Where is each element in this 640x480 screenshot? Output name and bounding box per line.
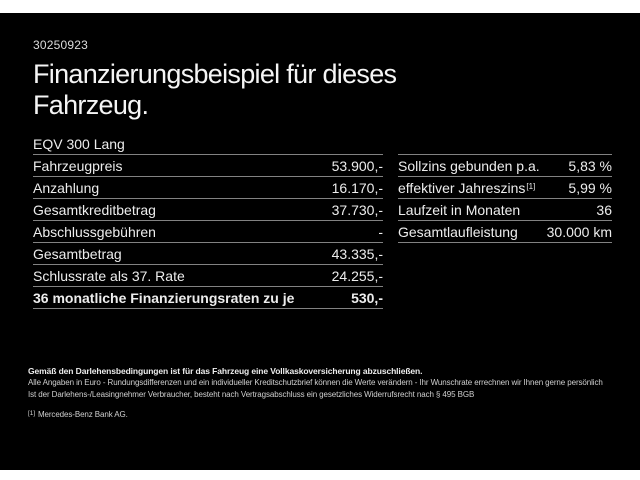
row-label: Anzahlung bbox=[33, 179, 100, 196]
vehicle-model: EQV 300 Lang bbox=[33, 136, 125, 152]
row-value: - bbox=[378, 223, 383, 240]
footnote-text: Mercedes-Benz Bank AG. bbox=[37, 410, 128, 419]
row-value: 43.335,- bbox=[331, 245, 383, 262]
row-label: 36 monatliche Finanzierungsraten zu je bbox=[33, 289, 295, 306]
table-row-abschlussgebuehren bbox=[33, 221, 383, 243]
row-label: Schlussrate als 37. Rate bbox=[33, 267, 185, 284]
table-row-laufzeit bbox=[398, 199, 612, 221]
row-label: Sollzins gebunden p.a. bbox=[398, 157, 540, 174]
page-title bbox=[33, 59, 396, 121]
row-value: 5,83 % bbox=[568, 157, 612, 174]
legal-line-euro: Alle Angaben in Euro - Rundungsdifferenzen und ein individueller Kreditschutzbrief können die Werte verändern - Ihr Wunschrate errechnen wir Ihnen gerne persönlich bbox=[28, 378, 603, 387]
page-title-line2: Fahrzeug. bbox=[33, 90, 149, 120]
row-label-text: effektiver Jahreszins bbox=[398, 179, 526, 196]
row-label: Fahrzeugpreis bbox=[33, 157, 123, 174]
bottom-margin-band bbox=[0, 470, 640, 480]
legal-line-insurance: Gemäß den Darlehensbedingungen ist für das Fahrzeug eine Vollkaskoversicherung abzuschließen. bbox=[28, 366, 423, 376]
row-value: 53.900,- bbox=[331, 157, 383, 174]
legal-line-withdrawal: Ist der Darlehens-/Leasingnehmer Verbraucher, besteht nach Vertragsabschluss ein gesetzliches Widerrufsrecht nach § 495 BGB bbox=[28, 390, 475, 399]
row-value: 24.255,- bbox=[331, 267, 383, 284]
top-margin-band bbox=[0, 0, 640, 13]
footnote-marker: [1] bbox=[28, 410, 35, 417]
table-row-gesamtlaufleistung bbox=[398, 221, 612, 243]
row-value: 5,99 % bbox=[568, 179, 612, 196]
table-row-fahrzeugpreis bbox=[33, 155, 383, 177]
row-label: Abschlussgebühren bbox=[33, 223, 156, 240]
footnote-reference: [1] bbox=[526, 181, 536, 191]
row-value: 30.000 km bbox=[546, 223, 612, 240]
document-number: 30250923 bbox=[33, 38, 88, 52]
content-area bbox=[0, 13, 640, 470]
footnote-bank bbox=[28, 408, 628, 421]
page-title-line1: Finanzierungsbeispiel für dieses bbox=[33, 59, 397, 89]
table-row-effektiver-jahreszins bbox=[398, 177, 612, 199]
row-label: Gesamtkreditbetrag bbox=[33, 201, 156, 218]
table-row-anzahlung bbox=[33, 177, 383, 199]
table-row-monatsrate bbox=[33, 287, 383, 309]
row-label bbox=[398, 180, 535, 196]
table-row-gesamtbetrag bbox=[33, 243, 383, 265]
row-label: Gesamtlaufleistung bbox=[398, 223, 518, 240]
legal-text-block bbox=[28, 365, 628, 421]
table-row-sollzins bbox=[398, 155, 612, 177]
row-value: 16.170,- bbox=[331, 179, 383, 196]
row-label: Laufzeit in Monaten bbox=[398, 201, 521, 218]
row-value: 37.730,- bbox=[331, 201, 383, 218]
table-row-schlussrate bbox=[33, 265, 383, 287]
table-row-gesamtkreditbetrag bbox=[33, 199, 383, 221]
row-label: Gesamtbetrag bbox=[33, 245, 122, 262]
row-value: 36 bbox=[596, 201, 612, 218]
finance-table bbox=[33, 154, 383, 309]
row-value: 530,- bbox=[351, 289, 383, 306]
conditions-table bbox=[398, 154, 612, 243]
